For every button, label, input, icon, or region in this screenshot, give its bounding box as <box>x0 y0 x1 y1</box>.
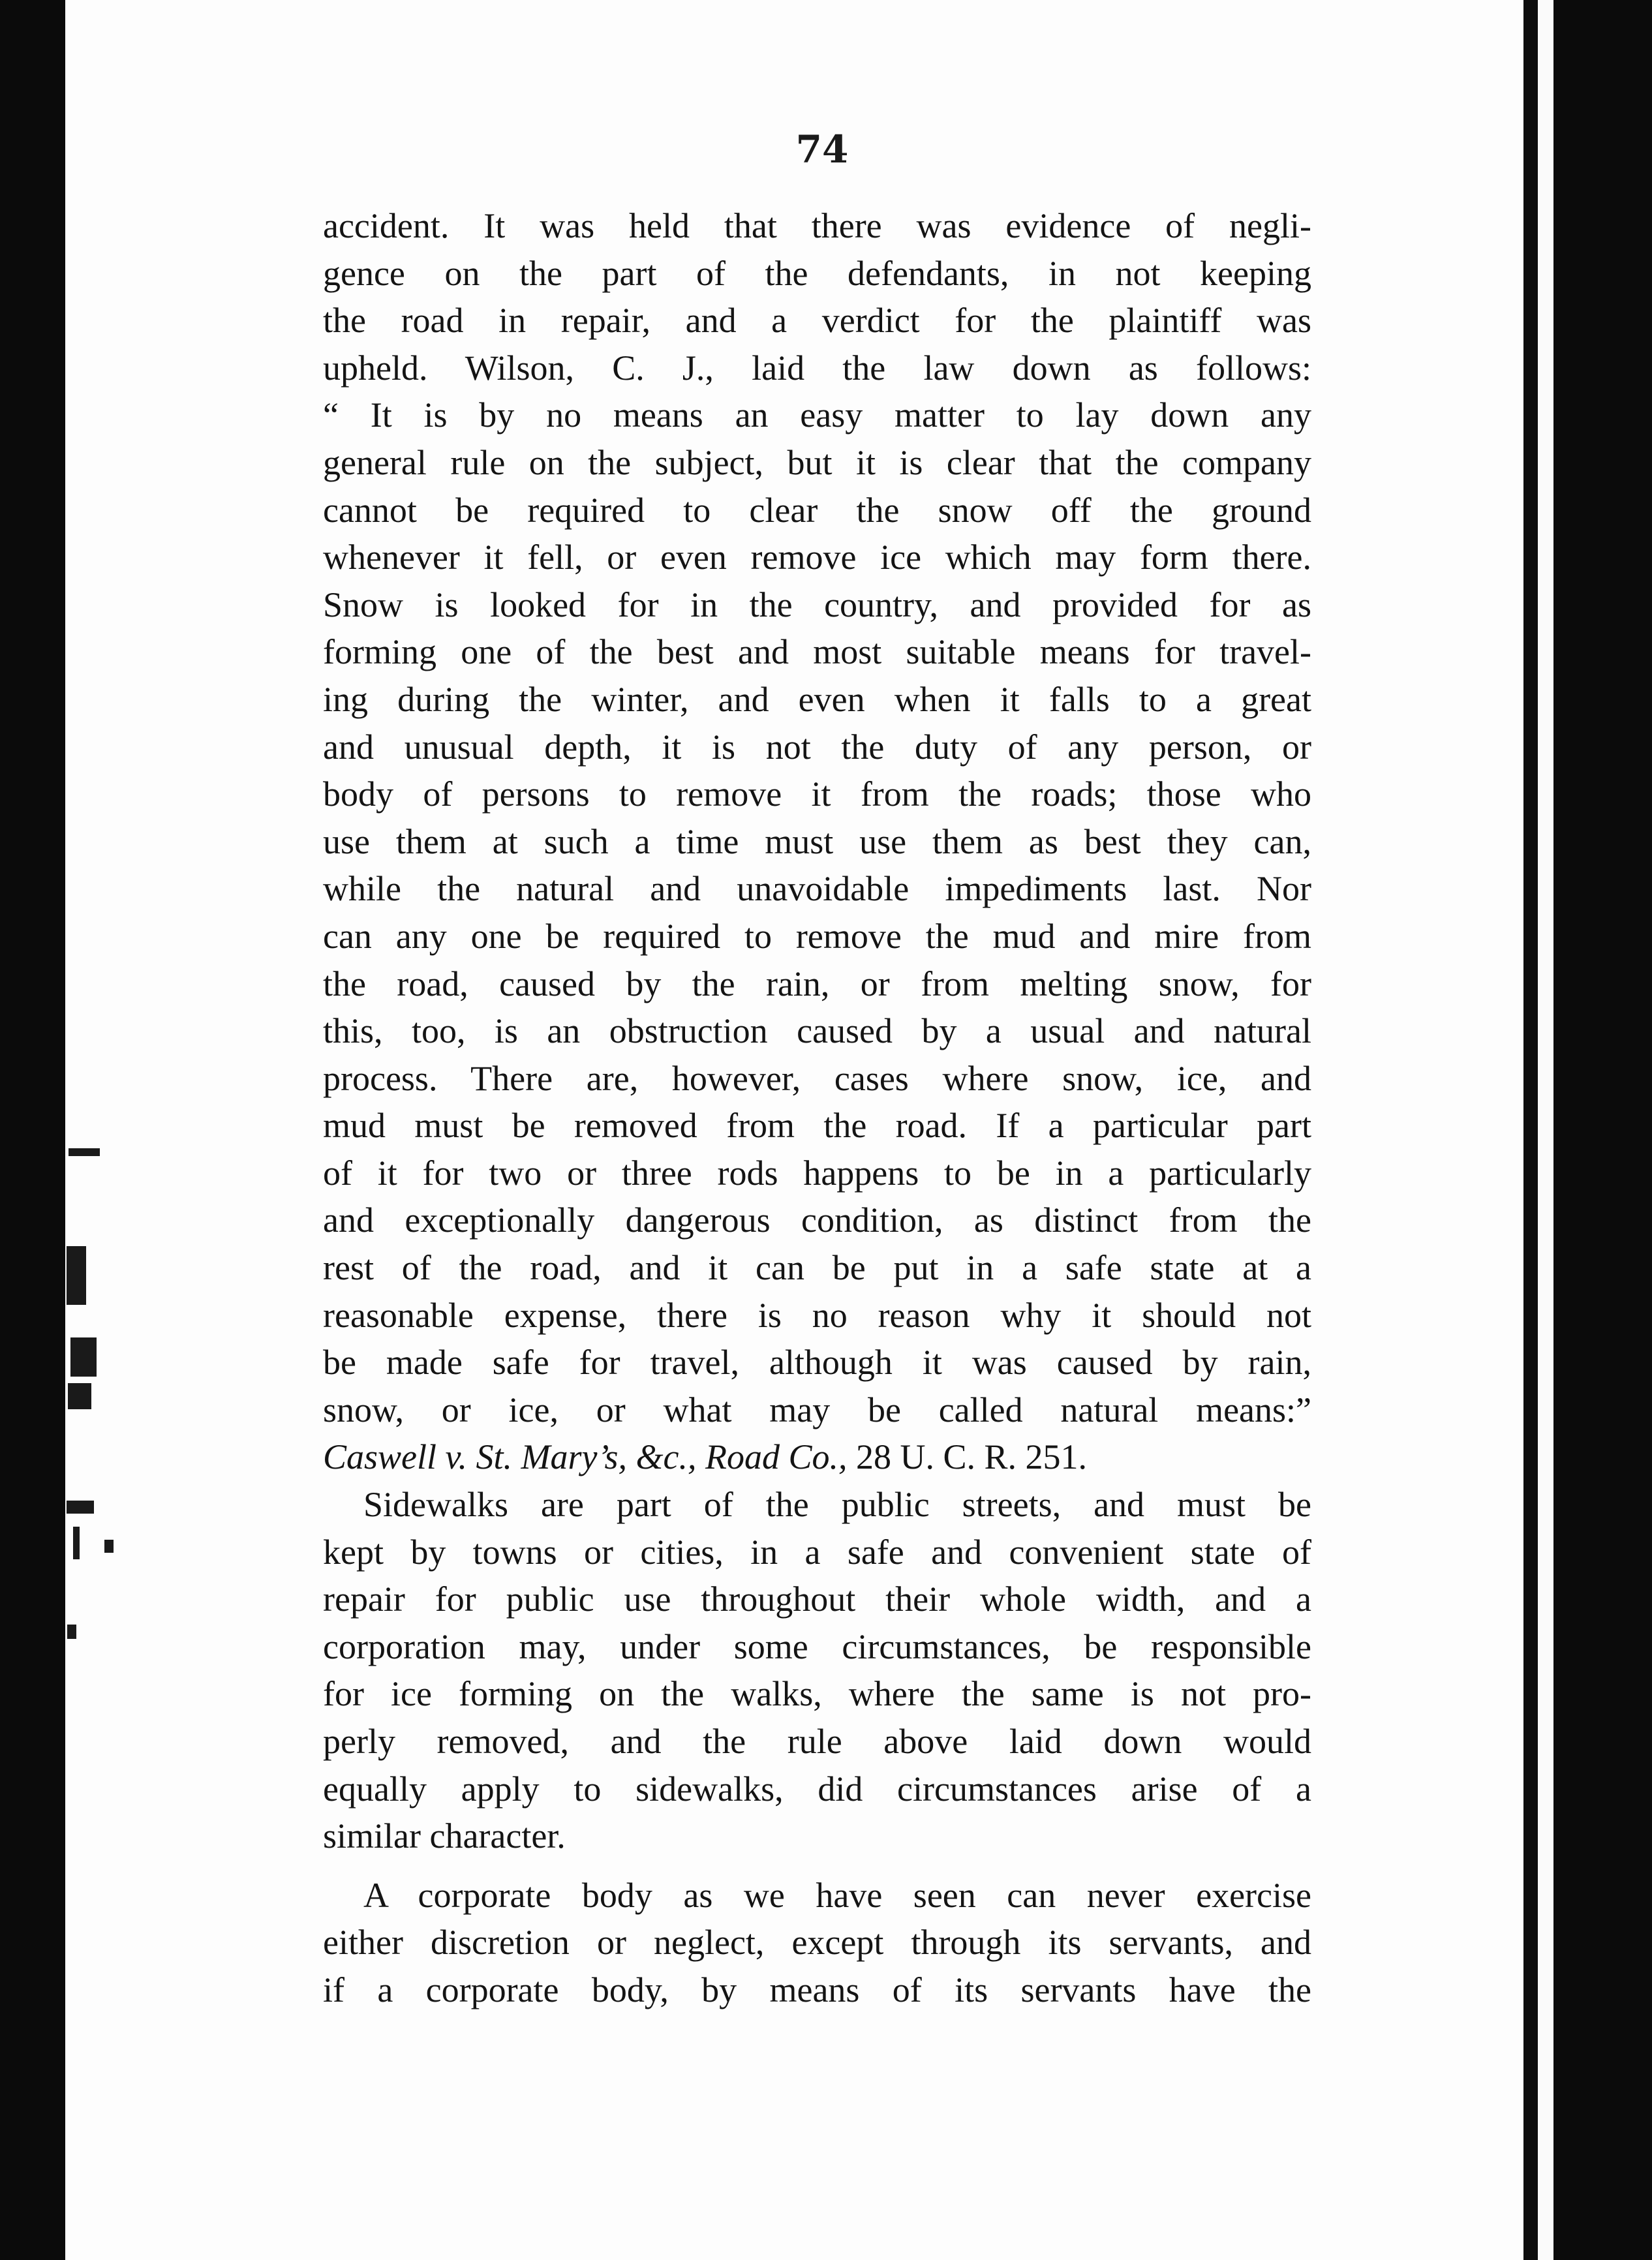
text-line: rest of the road, and it can be put in a safe state at a <box>323 1248 1311 1288</box>
case-citation <box>323 1433 1311 1481</box>
text-line: mud must be removed from the road. If a particular part <box>323 1106 1311 1146</box>
text-line: be made safe for travel, although it was caused by rain, <box>323 1343 1311 1382</box>
text-line: accident. It was held that there was evidence of negli- <box>323 206 1311 245</box>
text-line: “ It is by no means an easy matter to lay down any <box>323 395 1311 435</box>
text-line: if a corporate body, by means of its servants have the <box>323 1970 1311 2009</box>
text-line: this, too, is an obstruction caused by a usual and natural <box>323 1011 1311 1051</box>
text-line: kept by towns or cities, in a safe and convenient state of <box>323 1532 1311 1572</box>
text-line: snow, or ice, or what may be called natural means:” <box>323 1390 1311 1429</box>
text-line: general rule on the subject, but it is clear that the company <box>323 442 1311 482</box>
text-line: cannot be required to clear the snow off the ground <box>323 490 1311 530</box>
text-line: of it for two or three rods happens to be in a particularly <box>323 1153 1311 1193</box>
text-line: and unusual depth, it is not the duty of any person, or <box>323 727 1311 767</box>
text-line: repair for public use throughout their whole width, and a <box>323 1580 1311 1619</box>
text-line: Sidewalks are part of the public streets, and must be <box>363 1485 1311 1525</box>
text-line: forming one of the best and most suitable means for travel- <box>323 632 1311 672</box>
text-line: can any one be required to remove the mud and mire from <box>323 916 1311 956</box>
text-line: while the natural and unavoidable impediments last. Nor <box>323 869 1311 909</box>
text-line: for ice forming on the walks, where the same is not pro- <box>323 1674 1311 1714</box>
page-number: 74 <box>795 127 849 172</box>
right-scan-border <box>1553 0 1652 2260</box>
right-gutter-gap <box>1538 0 1553 2260</box>
citation-reference: 28 U. C. R. 251. <box>847 1437 1088 1477</box>
text-line: A corporate body as we have seen can never exercise <box>363 1875 1311 1915</box>
text-line: the road, caused by the rain, or from melting snow, for <box>323 964 1311 1003</box>
text-line: either discretion or neglect, except through its servants, and <box>323 1923 1311 1962</box>
text-line: corporation may, under some circumstances, be responsible <box>323 1626 1311 1666</box>
text-line: use them at such a time must use them as best they can, <box>323 821 1311 861</box>
text-line: ing during the winter, and even when it falls to a great <box>323 679 1311 719</box>
text-line: process. There are, however, cases where snow, ice, and <box>323 1058 1311 1098</box>
right-gutter-shadow <box>1523 0 1538 2260</box>
text-line: gence on the part of the defendants, in not keeping <box>323 253 1311 293</box>
text-line: perly removed, and the rule above laid down would <box>323 1722 1311 1761</box>
text-line: upheld. Wilson, C. J., laid the law down as follows: <box>323 348 1311 388</box>
text-line: body of persons to remove it from the roads; those who <box>323 774 1311 814</box>
text-line: similar character. <box>323 1816 566 1856</box>
text-line: equally apply to sidewalks, did circumstances arise of a <box>323 1769 1311 1809</box>
text-line: whenever it fell, or even remove ice which may form there. <box>323 538 1311 577</box>
text-line: the road in repair, and a verdict for the plaintiff was <box>323 301 1311 341</box>
margin-bleed-marks <box>65 1135 137 1696</box>
citation-case-name: Caswell v. St. Mary’s, &c., Road Co., <box>323 1437 848 1477</box>
text-line: and exceptionally dangerous condition, as distinct from the <box>323 1200 1311 1240</box>
text-line: Snow is looked for in the country, and provided for as <box>323 585 1311 624</box>
text-line: reasonable expense, there is no reason why it should not <box>323 1295 1311 1335</box>
left-scan-border <box>0 0 65 2260</box>
body-text <box>323 202 1311 2014</box>
